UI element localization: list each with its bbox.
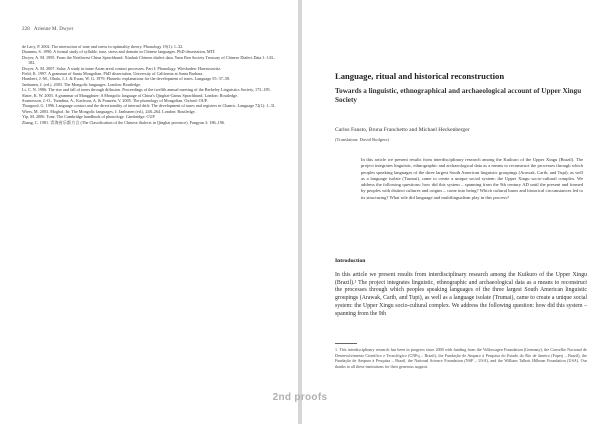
reference-entry: Yip, M. 2006. Tone. The Cambridge handbook of phonology. Cambridge: CUP. — [22, 114, 156, 120]
abstract: In this article we present results from interdisciplinary research among the Kuikuro of the Upper Xingu (Brazil). The project integrates linguistic, ethnographic and archaeological data as a means to reconstruct the processes through which peoples speaking languages of the three largest South American linguistic groupings (Arawak, Carib, and Tupi), as well as a language isolate (Trumai), came to create a unique social system: the Upper Xingu socio-cultural complex. We address the following questions: how did this system – spanning from the 9th century AD until the present and formed by peoples with distinct cultures and origins – come into being? Which cultural bases and historical circumstances led to its structuring? What role did language and multilingualism play in this process? — [361, 157, 583, 200]
reference-entry: Dwyer, A. M. 1995. From the Northwest China Sprachbund: Xúnhuà Chinese dialect data. Yuen Ren Society Treasury of Chinese Dialect Data 1: 143–182. — [22, 54, 276, 66]
reference-entry: Slater, K. W. 2003. A grammar of Mangghuer: A Mongolic language of China's Qinghai-Gansu Sprachbund. London: Routledge. — [22, 92, 238, 98]
article-authors: Carlos Fausto, Bruna Franchetto and Michael Heckenberger — [335, 127, 470, 133]
reference-entry: de Lacy, P. 2002. The interaction of tone and stress in optimality theory. Phonology 19(1): 1–32. — [22, 44, 184, 49]
reference-entry: Duanmu, S. 1990. A formal study of syllable, tone, stress and domain in Chinese languages. PhD dissertation, MIT. — [22, 49, 216, 55]
reference-entry: Wiers, M. 2003. Moghol. In: The Mongolic languages, J. Janhunen (ed.), 248–264. London: Routledge. — [22, 108, 196, 114]
footnote-rule — [335, 343, 357, 344]
translation-credit: (Translation: David Rodgers) — [335, 137, 389, 142]
right-page — [302, 0, 600, 424]
running-head-author: Arienne M. Dwyer — [33, 27, 74, 32]
section-heading: Introduction — [335, 258, 366, 264]
reference-entry: Zhang, C. 1981. 青海省乐都方言 (The Classification of the Chinese dialects in Qinghai province). Fangyan 3: 186–196. — [22, 119, 226, 125]
reference-entry: Dwyer, A. M. 2007. Salar: A study in inner Asian areal contact processes. Part I: Phonology. Wiesbaden: Harrassowitz. — [22, 65, 222, 71]
running-head — [22, 27, 73, 32]
reference-entry: Li, C. N. 1986. The rise and fall of tones through diffusion. Proceedings of the twelfth annual meeting of the Berkeley Linguistics Society, 173–185. — [22, 87, 271, 93]
reference-entry: Thurgood, G. 1996. Language contact and the directionality of internal drift: The development of tones and registers in Chamic. Language 72(1): 1–31. — [22, 103, 276, 109]
reference-entry: Janhunen, J. (ed.). 2003. The Mongolic languages. London: Routledge. — [22, 81, 142, 87]
left-page — [0, 0, 298, 424]
reference-entry: Field, K. 1997. A grammar of Santa Mongolian. PhD dissertation, University of California at Santa Barbara. — [22, 71, 204, 77]
article-title: Language, ritual and historical reconstruction — [335, 71, 505, 81]
reference-entry: Hombert, J.-M., Ohala, J. J. & Ewan, W. G. 1979. Phonetic explanations for the development of tones. Language 55: 37–58. — [22, 76, 231, 82]
page-number: 228 — [22, 27, 30, 32]
footnote: 1. This interdisciplinary research has been in progress since 2000 with funding from the Volkswagen Foundation (Germany), the Conselho Nacional de Desenvolvimento Científico e Tecnológico (CNPq – Brazil), the Fundação de Amparo à Pesquisa do Estado do Rio de Janeiro (Faperj – Brazil), the Fundação de Amparo à Pesquisa – Brazil, the National Science Foundation (NSF – USA), and the William Talbott Hillman Foundation (USA). Our thanks to all these institutions for their generous support. — [335, 347, 587, 369]
article-subtitle: Towards a linguistic, ethnographical and archaeological account of Upper Xingu Society — [335, 87, 582, 105]
introduction-paragraph: In this article we present results from interdisciplinary research among the Kuikuro of the Upper Xingu (Brazil).¹ The project integrates linguistic, ethnographic and archaeological data as a means to reconstruct the processes through which peoples speaking languages of the three largest South American linguistic groupings (Arawak, Carib, and Tupi), as well as a language isolate (Trumai), came to create a unique social system: the Upper Xingu socio-cultural complex. We address the following question: how did this system – spanning from the 9th — [335, 272, 587, 317]
proof-watermark: 2nd proofs — [272, 392, 328, 403]
reference-list — [22, 44, 280, 125]
reference-entry: Svantesson, J.-O., Tsendina, A., Karlsson, A. & Franzén, V. 2005. The phonology of Mongolian. Oxford: OUP. — [22, 98, 208, 104]
